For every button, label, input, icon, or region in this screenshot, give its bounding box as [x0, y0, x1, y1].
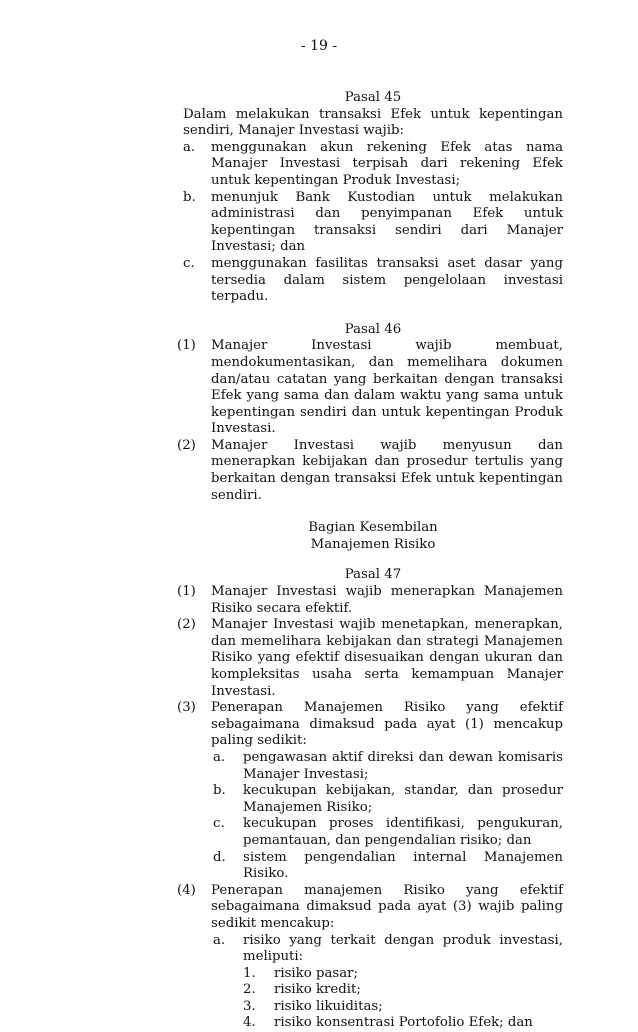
- list-item-text: Penerapan manajemen Risiko yang efektif sebagaimana dimaksud pada ayat (3) wajib paling sedikit mencakup:: [211, 882, 563, 931]
- list-marker: 2.: [243, 982, 256, 998]
- list-marker: (4): [177, 882, 196, 898]
- list-marker: c.: [213, 816, 225, 832]
- section-title: Bagian Kesembilan: [308, 520, 438, 536]
- list-marker: 1.: [243, 965, 256, 981]
- list-item: [177, 438, 563, 504]
- list-item-text: risiko konsentrasi Portofolio Efek; dan: [274, 1015, 533, 1031]
- page-number: - 19 -: [300, 38, 338, 54]
- article-45-intro: Dalam melakukan transaksi Efek untuk kepentingan sendiri, Manajer Investasi wajib:: [183, 106, 563, 139]
- list-marker: (3): [177, 700, 196, 716]
- list-item: [243, 1015, 563, 1032]
- list-marker: b.: [213, 783, 226, 799]
- list-item: [213, 750, 563, 783]
- list-item: [183, 140, 563, 190]
- list-item-text: kecukupan kebijakan, standar, dan prosedur Manajemen Risiko;: [243, 783, 563, 815]
- document-body: [177, 90, 563, 1032]
- list-item-text: Manajer Investasi wajib menetapkan, menerapkan, dan memelihara kebijakan dan strategi Manajemen Risiko yang efektif disesuaikan dengan ukuran dan kompleksitas usaha serta kemampuan Manajer Investasi.: [211, 617, 563, 699]
- list-item: [177, 338, 563, 438]
- list-item-text: Manajer Investasi wajib menyusun dan menerapkan kebijakan dan prosedur tertulis yang berkaitan dengan transaksi Efek untuk kepentingan sendiri.: [211, 437, 563, 503]
- list-marker: (1): [177, 584, 196, 600]
- list-item: [177, 617, 563, 700]
- list-item: [213, 850, 563, 883]
- list-item-text: Manajer Investasi wajib menerapkan Manajemen Risiko secara efektif.: [211, 584, 563, 616]
- list-item-text: Penerapan Manajemen Risiko yang efektif sebagaimana dimaksud pada ayat (1) mencakup paling sedikit:: [211, 700, 563, 749]
- list-marker: a.: [183, 139, 196, 155]
- list-item-text: sistem pengendalian internal Manajemen Risiko.: [243, 849, 563, 882]
- list-marker: 4.: [243, 1015, 256, 1031]
- list-item: [213, 816, 563, 849]
- list-item: [177, 700, 563, 750]
- article-title-45: Pasal 45: [344, 90, 402, 105]
- list-marker: (2): [177, 617, 196, 633]
- list-marker: 3.: [243, 998, 256, 1014]
- list-item: [213, 933, 563, 966]
- list-item-text: pengawasan aktif direksi dan dewan komisaris Manajer Investasi;: [243, 749, 563, 782]
- list-item-text: Manajer Investasi wajib membuat, mendokumentasikan, dan memelihara dokumen dan/atau catatan yang berkaitan dengan transaksi Efek yang sama dan dalam waktu yang sama untuk kepentingan sendiri dan untuk kepentingan Produk Investasi.: [211, 338, 563, 437]
- article-title-46: Pasal 46: [344, 321, 402, 337]
- list-item-text: risiko pasar;: [274, 965, 359, 981]
- list-item-text: menggunakan fasilitas transaksi aset dasar yang tersedia dalam sistem pengelolaan investasi terpadu.: [211, 255, 563, 305]
- list-marker: c.: [183, 255, 195, 271]
- list-item: [183, 256, 563, 306]
- section-subtitle: Manajemen Risiko: [310, 536, 436, 552]
- list-marker: a.: [213, 932, 226, 948]
- list-item: [183, 190, 563, 256]
- list-item: [243, 982, 563, 999]
- list-item: [213, 783, 563, 816]
- article-title-47: Pasal 47: [344, 567, 402, 583]
- list-item-text: risiko yang terkait dengan produk investasi, meliputi:: [243, 932, 563, 965]
- list-item-text: risiko kredit;: [274, 982, 361, 998]
- list-item: [177, 883, 563, 933]
- list-item: [177, 584, 563, 617]
- list-marker: b.: [183, 189, 196, 205]
- list-item: [243, 966, 563, 983]
- list-marker: (2): [177, 437, 196, 453]
- list-marker: d.: [213, 849, 226, 865]
- list-item-text: menggunakan akun rekening Efek atas nama Manajer Investasi terpisah dari rekening Efek untuk kepentingan Produk Investasi;: [211, 139, 563, 188]
- list-item: [243, 999, 563, 1016]
- list-marker: a.: [213, 749, 226, 765]
- list-item-text: kecukupan proses identifikasi, pengukuran, pemantauan, dan pengendalian risiko; dan: [243, 816, 563, 848]
- list-item-text: risiko likuiditas;: [274, 998, 383, 1014]
- list-marker: (1): [177, 338, 196, 354]
- list-item-text: menunjuk Bank Kustodian untuk melakukan administrasi dan penyimpanan Efek untuk kepentingan transaksi sendiri dari Manajer Investasi; dan: [211, 189, 563, 255]
